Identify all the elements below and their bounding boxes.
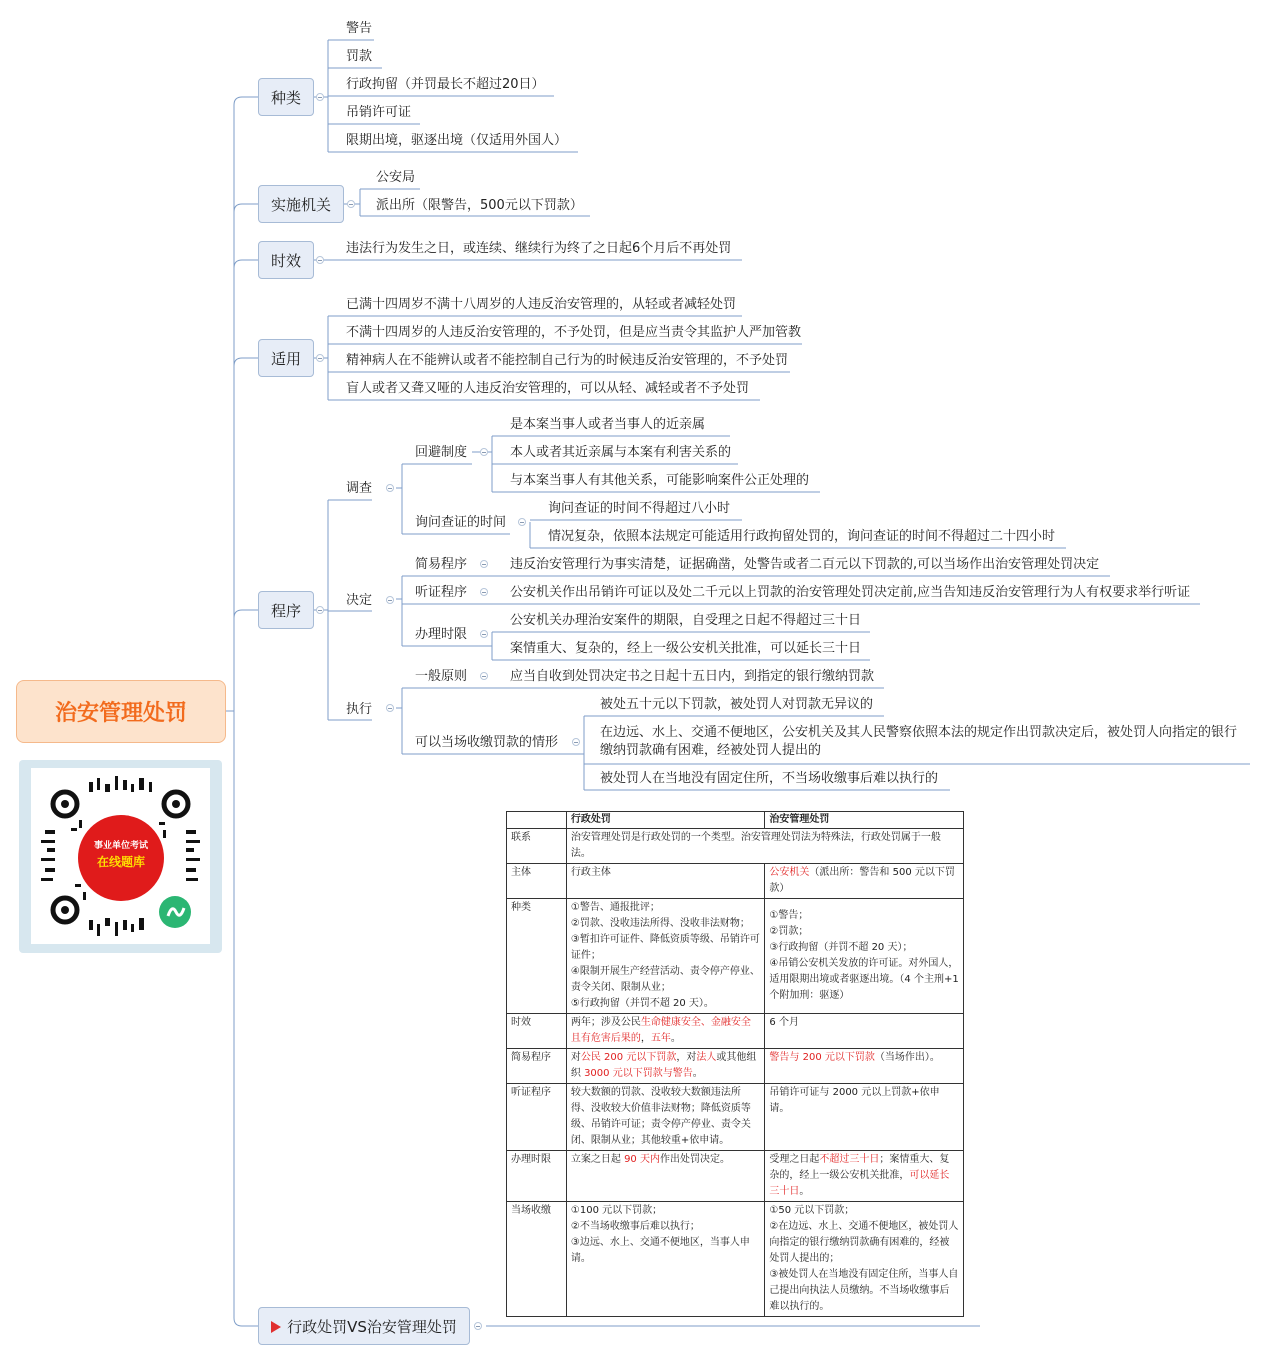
node-yiban[interactable]: 一般原则 (415, 669, 468, 684)
leaf-banli-2[interactable]: 案情重大、复杂的，经上一级公安机关批准，可以延长三十日 (510, 641, 862, 656)
node-jianyi[interactable]: 简易程序 (415, 557, 468, 572)
text: ，对 (676, 1052, 697, 1063)
row-label: 听证程序 (507, 1084, 567, 1151)
list-item: ③边远、水上、交通不便地区，当事人申请。 (570, 1237, 750, 1264)
cell-tingzheng-b: 吊销许可证与 2000 元以上罚款+依申请。 (765, 1084, 964, 1151)
flag-icon (271, 1321, 281, 1333)
text-red: 警告与 200 元以下罚款 (769, 1052, 875, 1063)
branch-shixiao[interactable] (258, 241, 314, 279)
collapse-icon[interactable] (386, 596, 394, 604)
text-red: 3000 元以下罚款与警告 (584, 1068, 693, 1079)
text: ， (640, 1033, 651, 1044)
leaf-gonganju[interactable]: 公安局 (376, 170, 416, 185)
list-item: ④限制开展生产经营活动、责令停产停业、责令关闭、限制从业； (570, 966, 760, 993)
text: （派出所：警告和 500 元以下罚款） (769, 867, 955, 894)
collapse-icon[interactable] (572, 738, 580, 746)
table-row (507, 1151, 964, 1202)
branch-chengxu[interactable] (258, 591, 314, 629)
cell-banli-b (765, 1151, 964, 1202)
header-zhian: 治安管理处罚 (765, 812, 964, 829)
cell-zhuti-a: 行政主体 (566, 864, 765, 899)
collapse-icon[interactable] (347, 200, 355, 208)
collapse-icon[interactable] (518, 518, 526, 526)
header-empty (507, 812, 567, 829)
collapse-icon[interactable] (474, 1322, 482, 1330)
text: 。 (670, 1033, 681, 1044)
cell-shixiao-b: 6 个月 (765, 1014, 964, 1049)
list-item: ⑤行政拘留（并罚不超 20 天）。 (570, 998, 714, 1009)
leaf-xunwen-2[interactable]: 情况复杂，依照本法规定可能适用行政拘留处罚的，询问查证的时间不得超过二十四小时 (548, 529, 1056, 544)
leaf-shiyong-1[interactable]: 已满十四周岁不满十八周岁的人违反治安管理的，从轻或者减轻处罚 (346, 297, 737, 312)
root-topic[interactable] (16, 680, 226, 743)
branch-zhonglei[interactable] (258, 78, 314, 116)
row-label: 当场收缴 (507, 1202, 567, 1317)
text: 。 (799, 1186, 810, 1197)
leaf-tingzheng[interactable]: 公安机关作出吊销许可证以及处二千元以上罚款的治安管理处罚决定前,应当告知违反治安管理行为人有权要求举行听证 (510, 585, 1191, 600)
table-row (507, 1049, 964, 1084)
collapse-icon[interactable] (480, 630, 488, 638)
text: 或其他组织 (570, 1052, 757, 1079)
row-label: 种类 (507, 899, 567, 1014)
list-item: ④吊销公安机关发放的许可证。对外国人，适用限期出境或者驱逐出境。（4 个主刑+1 个附加刑：驱逐） (769, 958, 959, 1001)
leaf-shiyong-4[interactable]: 盲人或者又聋又哑的人违反治安管理的，可以从轻、减轻或者不予处罚 (346, 381, 750, 396)
qr-label-2: 在线题库 (96, 855, 146, 869)
list-item: ②罚款； (769, 926, 809, 937)
qr-label-1: 事业单位考试 (93, 841, 149, 851)
branch-vs-label: 行政处罚VS治安管理处罚 (287, 1317, 457, 1336)
table-row (507, 1014, 964, 1049)
sub-zhixing[interactable]: 执行 (346, 702, 373, 717)
branch-jiguan[interactable] (258, 185, 344, 223)
list-item: ②不当场收缴事后难以执行； (570, 1221, 700, 1232)
text: 。 (692, 1068, 703, 1079)
node-xunwen[interactable]: 询问查证的时间 (415, 515, 507, 530)
collapse-icon[interactable] (480, 588, 488, 596)
branch-shixiao-label: 时效 (270, 251, 301, 270)
cell-zhuti-b (765, 864, 964, 899)
collapse-icon[interactable] (480, 560, 488, 568)
leaf-dangchang-2b[interactable]: 缴纳罚款确有困难，经被处罚人提出的 (600, 743, 822, 758)
text: 立案之日起 (570, 1154, 625, 1165)
cell-dangchang-a (566, 1202, 765, 1317)
node-banli[interactable]: 办理时限 (415, 627, 468, 642)
branch-chengxu-label: 程序 (270, 601, 301, 620)
leaf-diaoxiao[interactable]: 吊销许可证 (346, 105, 412, 120)
collapse-icon[interactable] (316, 606, 324, 614)
collapse-icon[interactable] (480, 672, 488, 680)
text: 对 (570, 1052, 581, 1063)
collapse-icon[interactable] (316, 93, 324, 101)
row-label: 主体 (507, 864, 567, 899)
leaf-xunwen-1[interactable]: 询问查证的时间不得超过八小时 (548, 501, 731, 516)
text: 两年；涉及公民 (570, 1017, 641, 1028)
table-row (507, 899, 964, 1014)
list-item: ③行政拘留（并罚不超 20 天）； (769, 942, 913, 953)
list-item: ②在边远、水上、交通不便地区，被处罚人向指定的银行缴纳罚款确有困难的，经被处罚人提出的； (769, 1221, 959, 1264)
cell-zhonglei-a (566, 899, 765, 1014)
node-tingzheng[interactable]: 听证程序 (415, 585, 468, 600)
text: 作出处罚决定。 (659, 1154, 730, 1165)
comparison-table (506, 811, 964, 1317)
collapse-icon[interactable] (316, 354, 324, 362)
text-red: 生命健康安全、金融安全且有危害后果的 (570, 1017, 751, 1044)
cell-shixiao-a (566, 1014, 765, 1049)
text: （当场作出）。 (874, 1052, 940, 1063)
text-red: 五年 (650, 1033, 671, 1044)
text-red: 法人 (696, 1052, 717, 1063)
leaf-juliu[interactable]: 行政拘留（并罚最长不超过20日） (346, 77, 545, 92)
sub-diaocha[interactable]: 调查 (346, 481, 373, 496)
leaf-dangchang-1[interactable]: 被处五十元以下罚款，被处罚人对罚款无异议的 (600, 697, 874, 712)
text-red: 公安机关 (769, 867, 810, 878)
leaf-chujing[interactable]: 限期出境，驱逐出境（仅适用外国人） (346, 133, 568, 148)
leaf-dangchang-3[interactable]: 被处罚人在当地没有固定住所，不当场收缴事后难以执行的 (600, 771, 939, 786)
text: ；案情重大、复杂的，经上一级公安机关批准， (769, 1154, 950, 1181)
leaf-yiban[interactable]: 应当自收到处罚决定书之日起十五日内，到指定的银行缴纳罚款 (510, 669, 875, 684)
text-red: 不超过三十日 (819, 1154, 880, 1165)
branch-vs[interactable] (258, 1307, 470, 1345)
node-huibi[interactable]: 回避制度 (415, 445, 468, 460)
list-item: ②罚款、没收违法所得、没收非法财物； (570, 918, 750, 929)
cell-jianyi-a (566, 1049, 765, 1084)
leaf-banli-1[interactable]: 公安机关办理治安案件的期限，自受理之日起不得超过三十日 (510, 613, 862, 628)
leaf-jinggao[interactable]: 警告 (346, 21, 373, 36)
branch-zhonglei-label: 种类 (270, 88, 301, 107)
collapse-icon[interactable] (386, 704, 394, 712)
leaf-shiyong-2[interactable]: 不满十四周岁的人违反治安管理的，不予处罚，但是应当责令其监护人严加管教 (346, 325, 802, 340)
leaf-shiyong-3[interactable]: 精神病人在不能辨认或者不能控制自己行为的时候违反治安管理的，不予处罚 (346, 353, 789, 368)
branch-shiyong[interactable] (258, 339, 314, 377)
text-red: 90 天内 (624, 1154, 660, 1165)
collapse-icon[interactable] (316, 256, 324, 264)
node-dangchang[interactable]: 可以当场收缴罚款的情形 (415, 735, 559, 750)
list-item: ③暂扣许可证件、降低资质等级、吊销许可证件； (570, 934, 760, 961)
cell-jianyi-b (765, 1049, 964, 1084)
qr-code-icon (31, 768, 210, 944)
row-label: 时效 (507, 1014, 567, 1049)
sub-jueding[interactable]: 决定 (346, 593, 373, 608)
row-label: 办理时限 (507, 1151, 567, 1202)
text: 受理之日起 (769, 1154, 820, 1165)
collapse-icon[interactable] (386, 484, 394, 492)
root-title: 治安管理处罚 (54, 701, 187, 726)
cell-lianxi: 治安管理处罚是行政处罚的一个类型。治安管理处罚法为特殊法，行政处罚属于一般法。 (566, 829, 963, 864)
branch-jiguan-label: 实施机关 (270, 195, 331, 214)
branch-shiyong-label: 适用 (270, 349, 301, 368)
collapse-icon[interactable] (480, 448, 488, 456)
leaf-fakuan[interactable]: 罚款 (346, 49, 373, 64)
list-item: ①警告； (769, 910, 809, 921)
text-red: 可以延长三十日 (769, 1170, 950, 1197)
row-label: 简易程序 (507, 1049, 567, 1084)
leaf-paichusuo[interactable]: 派出所（限警告，500元以下罚款） (376, 198, 583, 213)
qr-code (31, 768, 210, 944)
text-red: 公民 200 元以下罚款 (580, 1052, 677, 1063)
qr-code-card (19, 760, 222, 953)
cell-dangchang-b (765, 1202, 964, 1317)
row-label: 联系 (507, 829, 567, 864)
leaf-huibi-1[interactable]: 是本案当事人或者当事人的近亲属 (510, 417, 706, 432)
list-item: ①警告、通报批评； (570, 902, 660, 913)
table-header-row (507, 812, 964, 829)
leaf-jianyi[interactable]: 违反治安管理行为事实清楚，证据确凿，处警告或者二百元以下罚款的,可以当场作出治安管理处罚决定 (510, 557, 1100, 572)
cell-zhonglei-b (765, 899, 964, 1014)
table-row (507, 829, 964, 864)
header-xingzheng: 行政处罚 (566, 812, 765, 829)
cell-banli-a (566, 1151, 765, 1202)
leaf-huibi-2[interactable]: 本人或者其近亲属与本案有利害关系的 (510, 445, 732, 460)
list-item: ①50 元以下罚款； (769, 1205, 855, 1216)
list-item: ③被处罚人在当地没有固定住所，当事人自己提出向执法人员缴纳。不当场收缴事后难以执行的。 (769, 1269, 959, 1312)
table-row (507, 1084, 964, 1151)
leaf-shixiao[interactable]: 违法行为发生之日，或连续、继续行为终了之日起6个月后不再处罚 (346, 241, 732, 256)
cell-tingzheng-a: 较大数额的罚款、没收较大数额违法所得、没收较大价值非法财物；降低资质等级、吊销许可证；责令停产停业、责令关闭、限制从业；其他较重+依申请。 (566, 1084, 765, 1151)
leaf-dangchang-2a[interactable]: 在边远、水上、交通不便地区，公安机关及其人民警察依照本法的规定作出罚款决定后，被处罚人向指定的银行 (600, 725, 1238, 740)
leaf-huibi-3[interactable]: 与本案当事人有其他关系，可能影响案件公正处理的 (510, 473, 810, 488)
table-row (507, 864, 964, 899)
list-item: ①100 元以下罚款； (570, 1205, 663, 1216)
table-row (507, 1202, 964, 1317)
